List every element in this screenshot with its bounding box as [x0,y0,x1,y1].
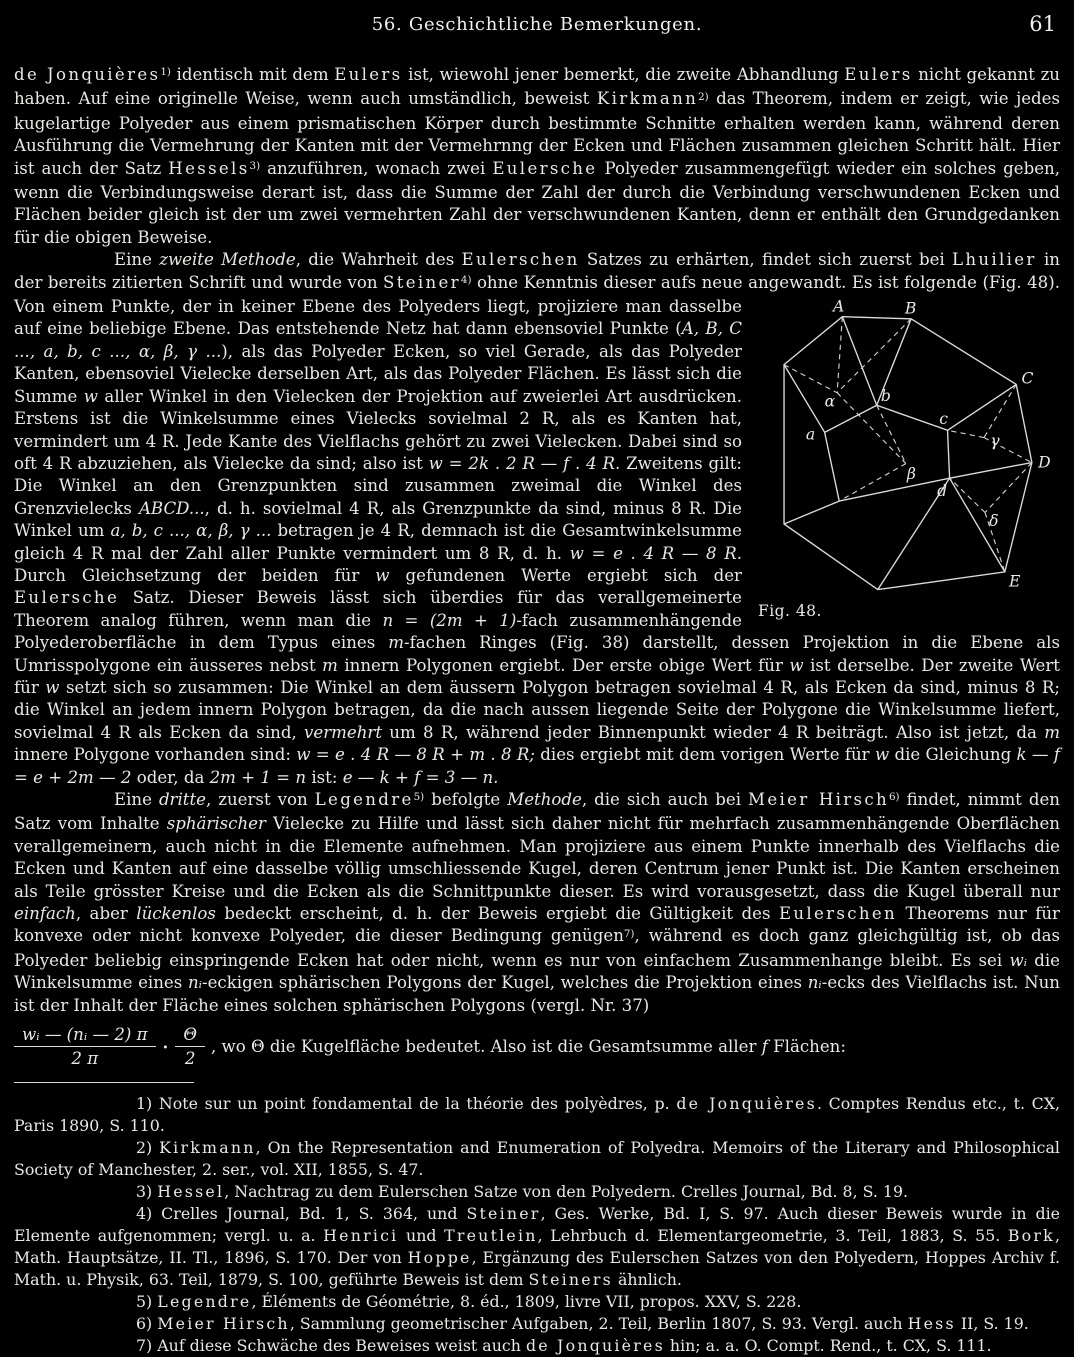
footnote-1 [14,1093,1060,1137]
vertex-label-A: A [832,297,845,316]
paragraph-text: de Jonquières$^{1)}$ identisch mit dem Eulers ist, wiewohl jener bemerkt, die zweite Abhandlung Eulers nicht gekannt zu haben. Auf eine originelle Weise, wenn auch umständlich, beweist Kirkmann$^{2)}$ das Theorem, indem er zeigt, wie jedes kugelartige Polyeder aus einem prismatischen Körper durch bestimmte Schnitte erhalten werden kann, während deren Ausführung die Vermehrung der Kanten mit der Vermehrnng der Ecken und Flächen zusammen gleichen Schritt hält. Hier ist auch der Satz Hessels$^{3)}$ anzuführen, wonach zwei Eulersche Polyeder zusammengefügt wieder ein solches geben, wenn die Verbindungsweise derart ist, dass die Summe der Zahl der durch die Verbindung verschwundenen Ecken und Flächen beider gleich ist der um zwei vermehrten Zahl der verschwundenen Kanten, denn er enthält den Grundgedanken für die obigen Beweise. [14,65,1060,247]
footnote-text: 6) Meier Hirsch, Sammlung geometrischer Aufgaben, 2. Teil, Berlin 1807, S. 93. Vergl. auch Hess II, S. 19. [136,1314,1029,1334]
vertex-label-gamma: γ [990,431,1000,450]
footnote-text: 5) Legendre, Éléments de Géométrie, 8. éd., 1809, livre VII, propos. XXV, S. 228. [136,1292,802,1312]
page-number: 61 [1029,12,1056,36]
display-formula-spherical-polygon-area [14,1025,1060,1068]
figure-48 [758,298,1060,622]
vertex-label-d: d [937,481,948,500]
paragraph-history-continued [14,64,1060,249]
footnote-7 [14,1335,1060,1357]
formula-tail-text: , wo Θ die Kugelfläche bedeutet. Also ist die Gesamtsumme aller f Flächen: [210,1037,846,1057]
vertex-label-delta: δ [989,512,999,531]
figure-caption: Fig. 48. [758,602,822,621]
vertex-label-c: c [939,410,948,429]
footnote-text: 1) Note sur un point fondamental de la théorie des polyèdres, p. de Jonquières. Comptes Rendus etc., t. CX, Paris 1890, S. 110. [14,1094,1061,1136]
fig-48-solid-edges [784,317,1032,590]
paragraph-second-method [14,249,1060,789]
footnote-text: 4) Crelles Journal, Bd. 1, S. 364, und Steiner, Ges. Werke, Bd. I, S. 97. Auch dieser Beweis wurde in die Elemente aufgenommen; vergl. u. a. Henrici und Treutlein, Lehrbuch d. Elementargeometrie, 3. Teil, 1883, S. 55. Bork, Math. Hauptsätze, II. Tl., 1896, S. 170. Der von Hoppe, Ergänzung des Eulerschen Satzes von den Polyedern, Hoppes Archiv f. Math. u. Physik, 63. Teil, 1879, S. 100, geführte Beweis ist dem Steiners ähnlich. [14,1204,1060,1290]
vertex-label-a: a [805,425,816,444]
fraction-denominator: 2 π [71,1049,99,1069]
vertex-label-D: D [1038,453,1051,472]
footnote-5 [14,1291,1060,1313]
footnote-4 [14,1203,1060,1291]
section-title: 56. Geschichtliche Bemerkungen. [371,14,703,35]
vertex-label-C: C [1021,369,1034,388]
vertex-label-b: b [880,387,891,406]
footnote-6 [14,1313,1060,1335]
footnote-text: 7) Auf diese Schwäche des Beweises weist auch de Jonquières hin; a. a. O. Compt. Rend., t. CX, S. 111. [136,1336,992,1356]
fig-48-polyhedron-projection [758,298,1060,600]
paragraph-text: Eine dritte, zuerst von Legendre$^{5)}$ befolgte Methode, die sich auch bei Meier Hirsch$^{6)}$ findet, nimmt den Satz vom Inhalte sphärischer Vielecke zu Hilfe und lässt sich daher nicht für mehrfach zusammenhängende Oberflächen verallgemeinern, auch nicht in die Elemente aufnehmen. Man projiziere aus einem Punkte innerhalb des Vielflachs die Ecken und Kanten auf eine dasselbe völlig umschliessende Kugel, deren Centrum jener Punkt ist. Die Kanten erscheinen als Teile grösster Kreise und die Ecken als die Schnittpunkte dieser. Es wird vorausgesetzt, dass die Kugel überall nur einfach, aber lückenlos bedeckt erscheint, d. h. der Beweis ergiebt die Gültigkeit des Eulerschen Theorems nur für konvexe oder nicht konvexe Polyeder, die dieser Bedingung genügen$^{7)}$, während es doch ganz gleichgültig ist, ob das Polyeder beliebig einspringende Ecken hat oder nicht, wenn es nur von einfachem Zusammenhange bleibt. Es sei wᵢ die Winkelsumme eines nᵢ-eckigen sphärischen Polygons der Kugel, welches die Projektion eines nᵢ-ecks des Vielflachs ist. Nun ist der Inhalt der Fläche eines solchen sphärischen Polygons (vergl. Nr. 37) [14,790,1060,1015]
paragraph-third-method [14,789,1060,1017]
paragraph-text: Eine zweite Methode, die Wahrheit des Eulerschen Satzes zu erhärten, findet sich zuerst bei Lhuilier in der bereits zitierten Schrift und wurde von Steiner$^{4)}$ ohne Kenntnis dieser aufs neue angewandt. Es ist folgende (Fig. 48). [14,250,1060,292]
footnote-2 [14,1137,1060,1181]
vertex-label-alpha: α [824,392,836,411]
vertex-label-B: B [904,299,917,318]
multiplication-dot: · [162,1036,169,1057]
fraction-denominator: 2 [184,1049,196,1069]
footnote-text: 2) Kirkmann, On the Representation and Enumeration of Polyedra. Memoirs of the Literary and Philosophical Society of Manchester, 2. ser., vol. XII, 1855, S. 47. [14,1138,1060,1180]
fraction-numerator: wᵢ — (nᵢ — 2) π [14,1025,156,1047]
paragraph-text: Von einem Punkte, der in keiner Ebene des Polyeders liegt, projiziere man dasselbe auf eine beliebige Ebene. Das entstehende Netz hat dann ebensoviel Punkte (A, B, C ..., a, b, c ..., α, β, γ ...), als das Polyeder Ecken, so viel Gerade, als das Polyeder Kanten, ebensoviel Vielecke derselben Art, als das Polyeder Flächen. Es lässt sich die Summe w aller Winkel in den Vielecken der Projektion auf zweierlei Art ausdrücken. Erstens ist die Winkelsumme eines Vielecks sovielmal 2 R, als es Kanten hat, vermindert um 4 R. Jede Kante des Vielflachs gehört zu zwei Vielecken. Dabei sind so oft 4 R abzuziehen, als Vielecke da sind; also ist w = 2k . 2 R — f . 4 R. Zweitens gilt: Die Winkel an den Grenzpunkten sind zusammen zweimal die Winkel des Grenzvielecks ABCD..., d. h. sovielmal 4 R, als Grenzpunkte da sind, minus 8 R. Die Winkel um a, b, c ..., α, β, γ ... betragen je 4 R, demnach ist die Gesamtwinkelsumme gleich 4 R mal der Zahl aller Punkte vermindert um 8 R, d. h. w = e . 4 R — 8 R. Durch Gleichsetzung der beiden für w gefundenen Werte ergiebt sich der Eulersche Satz. Dieser Beweis lässt sich überdies für das verallgemeinerte Theorem analog führen, wenn man die n = (2m + 1)-fach zusammenhängende Polyederoberfläche in dem Typus eines m-fachen Ringes (Fig. 38) darstellt, dessen Projektion in die Ebene als Umrisspolygone ein äusseres nebst m innern Polygonen ergiebt. Der erste obige Wert für w ist derselbe. Der zweite Wert für w setzt sich so zusammen: Die Winkel an dem äussern Polygon betragen sovielmal 4 R, als Ecken da sind, minus 8 R; die Winkel an jedem innern Polygon betragen, da die nach aussen liegende Seite der Polygone die Winkelsumme liefert, sovielmal 4 R als Ecken da sind, vermehrt um 8 R, während jeder Binnenpunkt wieder 4 R beiträgt. Also ist jetzt, da m innere Polygone vorhanden sind: w = e . 4 R — 8 R + m . 8 R; dies ergiebt mit dem vorigen Werte für w die Gleichung k — f = e + 2m — 2 oder, da 2m + 1 = n ist: e — k + f = 3 — n. [14,297,1061,787]
vertex-label-beta: β [906,465,916,484]
footnote-3 [14,1181,1060,1203]
fraction-theta-half [175,1025,205,1068]
page-header [14,14,1060,48]
footnote-text: 3) Hessel, Nachtrag zu dem Eulerschen Satze von den Polyedern. Crelles Journal, Bd. 8, S. 19. [136,1182,909,1202]
footnote-separator-rule [14,1082,194,1083]
fraction-numerator: Θ [175,1025,205,1047]
vertex-label-E: E [1008,572,1021,591]
fraction-main [14,1025,156,1068]
fig-48-vertex-labels [806,298,1051,591]
